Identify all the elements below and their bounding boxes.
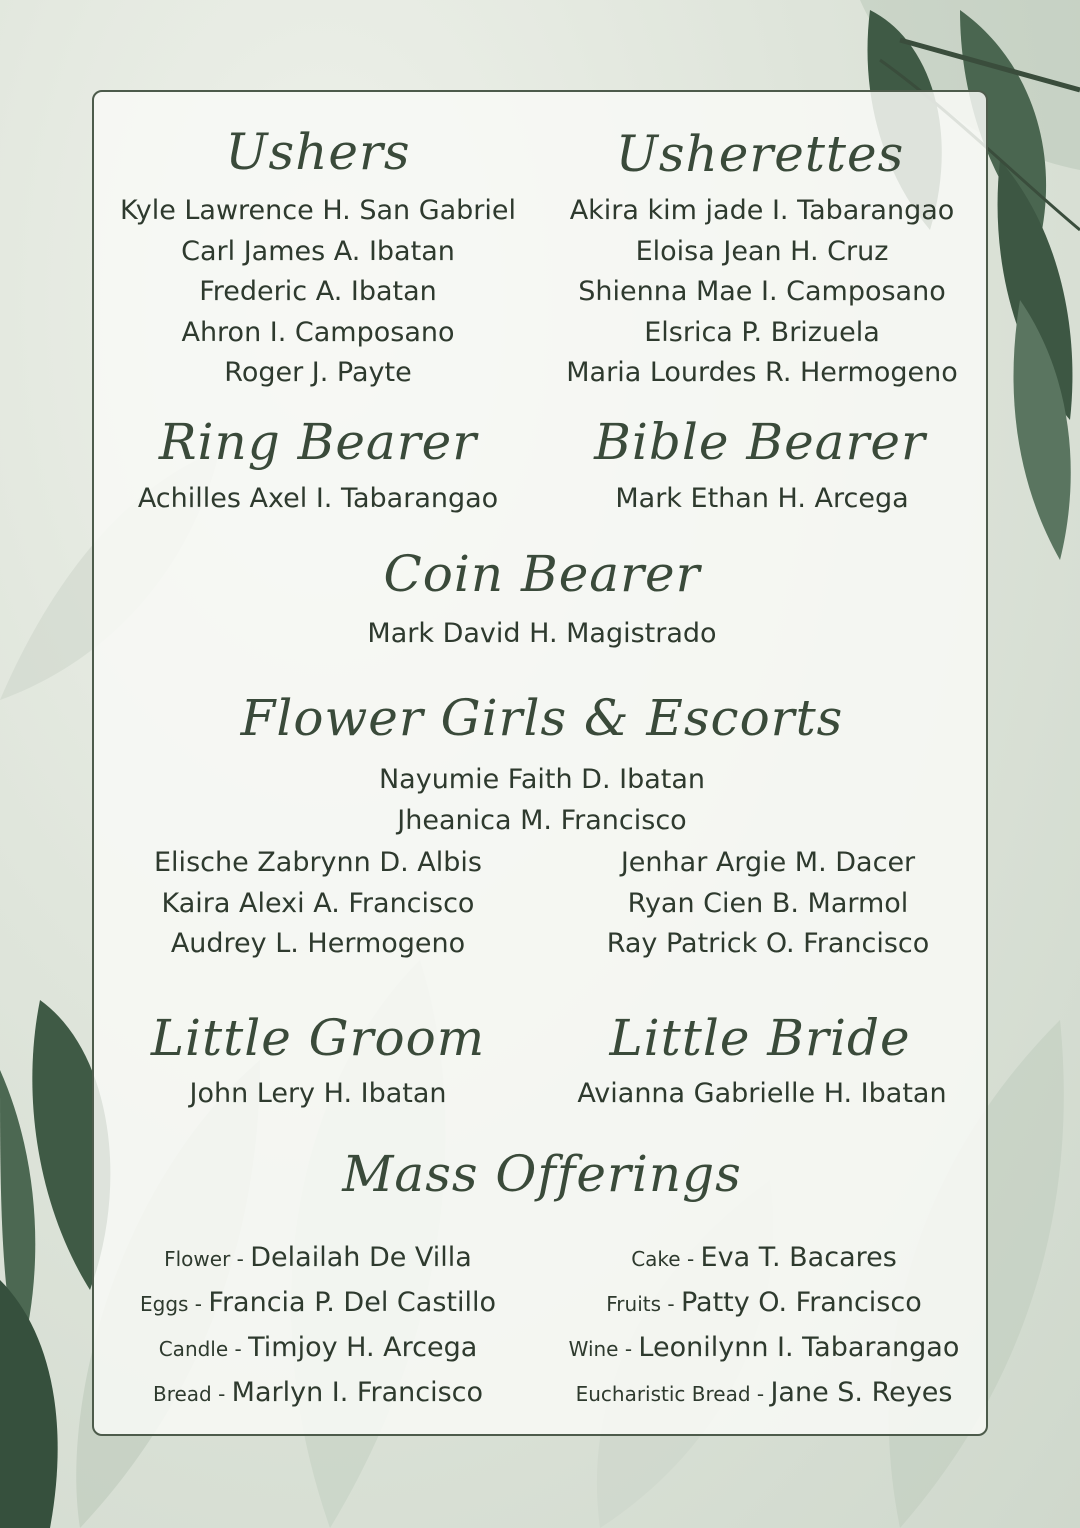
offering-item: Eggs [140, 1292, 189, 1316]
offering-name: Delailah De Villa [250, 1242, 472, 1273]
offering-row [98, 1371, 538, 1416]
flower-girls-left-list [98, 843, 538, 965]
bible-bearer-title: Bible Bearer [594, 413, 926, 471]
escort-name: Ray Patrick O. Francisco [606, 928, 930, 959]
bible-bearer-name: Mark Ethan H. Arcega [615, 483, 909, 514]
escort-name: Ryan Cien B. Marmol [627, 887, 909, 919]
flower-girls-center-list [294, 760, 790, 841]
offering-item: Bread [152, 1382, 212, 1406]
usherette-name: Elsrica P. Brizuela [644, 316, 880, 348]
offering-separator: - [618, 1337, 639, 1361]
little-groom-title: Little Groom [150, 1009, 486, 1067]
offerings-left-list [98, 1236, 538, 1416]
coin-bearer-title: Coin Bearer [383, 545, 701, 603]
usher-name: Roger J. Payte [224, 357, 412, 388]
ushers-list [98, 191, 538, 394]
usherette-name: Maria Lourdes R. Hermogeno [566, 357, 958, 388]
ring-bearer-name: Achilles Axel I. Tabarangao [137, 483, 499, 514]
usherette-name: Eloisa Jean H. Cruz [635, 235, 889, 267]
flower-girl-name: Nayumie Faith D. Ibatan [378, 764, 706, 795]
offering-row [542, 1281, 986, 1326]
mass-offerings-title: Mass Offerings [342, 1145, 742, 1203]
offering-item: Fruits [606, 1292, 662, 1316]
flower-girl-name: Elische Zabrynn D. Albis [154, 847, 482, 878]
offering-separator: - [750, 1382, 771, 1406]
little-bride-name: Avianna Gabrielle H. Ibatan [577, 1078, 947, 1109]
offering-item: Eucharistic Bread [575, 1382, 751, 1406]
offering-item: Cake [631, 1247, 681, 1271]
flower-girls-title: Flower Girls & Escorts [240, 689, 844, 747]
escorts-right-list [548, 843, 988, 965]
usher-name: Ahron I. Camposano [181, 316, 455, 348]
offering-name: Jane S. Reyes [770, 1377, 953, 1408]
offering-row [98, 1236, 538, 1281]
offering-row [542, 1371, 986, 1416]
offering-row [542, 1326, 986, 1371]
usher-name: Carl James A. Ibatan [181, 235, 455, 267]
offering-separator: - [211, 1382, 232, 1406]
usherette-name: Akira kim jade I. Tabarangao [569, 195, 955, 226]
offering-name: Marlyn I. Francisco [231, 1377, 484, 1408]
coin-bearer-name: Mark David H. Magistrado [367, 618, 717, 649]
little-groom-name: John Lery H. Ibatan [189, 1078, 447, 1109]
offering-separator: - [680, 1247, 701, 1271]
offering-row [542, 1236, 986, 1281]
usher-name: Kyle Lawrence H. San Gabriel [119, 195, 517, 226]
escort-name: Jenhar Argie M. Dacer [620, 847, 916, 878]
ushers-title: Ushers [225, 123, 411, 181]
offering-name: Eva T. Bacares [700, 1242, 897, 1273]
flower-girl-name: Kaira Alexi A. Francisco [161, 887, 475, 919]
program-card [92, 90, 988, 1436]
usherettes-list [542, 191, 982, 394]
offering-item: Candle [158, 1337, 229, 1361]
offerings-right-list [542, 1236, 986, 1416]
usherette-name: Shienna Mae I. Camposano [578, 276, 946, 307]
offering-separator: - [188, 1292, 209, 1316]
usherettes-title: Usherettes [615, 125, 905, 183]
little-bride-title: Little Bride [609, 1009, 911, 1067]
offering-name: Patty O. Francisco [680, 1287, 922, 1318]
offering-separator: - [230, 1247, 251, 1271]
offering-name: Leonilynn I. Tabarangao [638, 1332, 960, 1363]
ring-bearer-title: Ring Bearer [158, 413, 478, 471]
usher-name: Frederic A. Ibatan [199, 276, 437, 307]
offering-item: Wine [568, 1337, 619, 1361]
offering-name: Timjoy H. Arcega [248, 1332, 478, 1363]
offering-row [98, 1281, 538, 1326]
offering-name: Francia P. Del Castillo [208, 1287, 496, 1318]
offering-separator: - [661, 1292, 681, 1316]
flower-girl-name: Audrey L. Hermogeno [170, 928, 466, 959]
offering-row [98, 1326, 538, 1371]
flower-girl-name: Jheanica M. Francisco [397, 804, 687, 836]
offering-separator: - [228, 1337, 249, 1361]
offering-item: Flower [164, 1247, 231, 1271]
